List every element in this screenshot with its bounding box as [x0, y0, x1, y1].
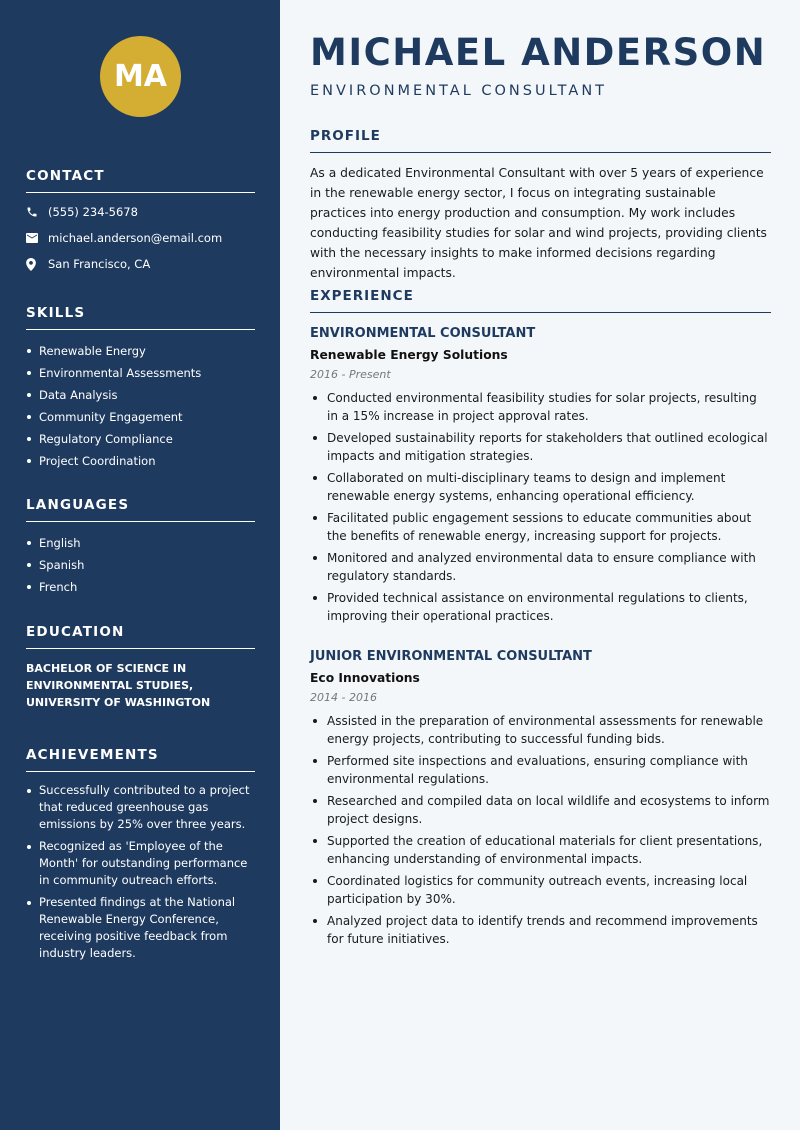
- avatar-initials: MA: [113, 59, 168, 94]
- contact-email: [26, 225, 255, 251]
- job-title: JUNIOR ENVIRONMENTAL CONSULTANT: [310, 649, 592, 664]
- job-bullet: Provided technical assistance on environmental regulations to clients, improving their operational practices.: [310, 589, 771, 625]
- skill-item: Renewable Energy: [26, 340, 255, 362]
- languages-list: [26, 532, 255, 598]
- contact-location: [26, 251, 255, 277]
- education-section: [26, 624, 255, 711]
- profile-heading: PROFILE: [310, 128, 771, 153]
- job-bullet: Researched and compiled data on local wildlife and ecosystems to inform project designs.: [310, 792, 771, 828]
- location-pin-icon: [26, 258, 48, 271]
- skills-section: [26, 305, 255, 472]
- job-bullet: Coordinated logistics for community outreach events, increasing local participation by 30%.: [310, 872, 771, 908]
- job-dates: 2016 - Present: [310, 368, 391, 381]
- skill-item: Environmental Assessments: [26, 362, 255, 384]
- job-bullet: Monitored and analyzed environmental data to ensure compliance with regulatory standards.: [310, 549, 771, 585]
- skill-item: Data Analysis: [26, 384, 255, 406]
- contact-phone-text: (555) 234-5678: [48, 205, 138, 219]
- contact-phone: [26, 199, 255, 225]
- contact-location-text: San Francisco, CA: [48, 257, 151, 271]
- job-entry: [310, 326, 771, 629]
- skill-item: Community Engagement: [26, 406, 255, 428]
- job-bullet: Facilitated public engagement sessions to educate communities about the benefits of renewable energy, increasing support for projects.: [310, 509, 771, 545]
- job-bullet: Collaborated on multi-disciplinary teams to design and implement renewable energy systems, enhancing operational efficiency.: [310, 469, 771, 505]
- skills-list: [26, 340, 255, 472]
- contact-email-text: michael.anderson@email.com: [48, 231, 223, 245]
- profile-text: As a dedicated Environmental Consultant with over 5 years of experience in the renewable energy sector, I focus on integrating sustainable practices into energy production and consumption. My work includes conducting feasibility studies for solar and wind projects, providing clients with the necessary insights to make informed decisions regarding environmental impacts.: [310, 166, 767, 280]
- email-icon: [26, 233, 48, 243]
- job-bullet: Developed sustainability reports for stakeholders that outlined ecological impacts and mitigation strategies.: [310, 429, 771, 465]
- job-bullet: Conducted environmental feasibility studies for solar projects, resulting in a 15% increase in project approval rates.: [310, 389, 771, 425]
- job-bullets: [310, 712, 771, 948]
- candidate-name: MICHAEL ANDERSON: [310, 31, 767, 74]
- achievements-section: [26, 747, 255, 967]
- language-item: French: [26, 576, 255, 598]
- experience-heading: EXPERIENCE: [310, 288, 771, 313]
- language-item: English: [26, 532, 255, 554]
- job-bullets: [310, 389, 771, 625]
- job-company: Renewable Energy Solutions: [310, 348, 508, 362]
- contact-heading: CONTACT: [26, 168, 255, 193]
- achievement-item: Successfully contributed to a project that reduced greenhouse gas emissions by 25% over three years.: [26, 782, 255, 833]
- phone-icon: [26, 206, 48, 218]
- achievement-item: Recognized as 'Employee of the Month' for outstanding performance in community outreach efforts.: [26, 838, 255, 889]
- job-bullet: Supported the creation of educational materials for client presentations, enhancing understanding of environmental impacts.: [310, 832, 771, 868]
- job-title: ENVIRONMENTAL CONSULTANT: [310, 326, 536, 341]
- languages-section: [26, 497, 255, 598]
- job-bullet: Performed site inspections and evaluations, ensuring compliance with environmental regulations.: [310, 752, 771, 788]
- education-heading: EDUCATION: [26, 624, 255, 649]
- job-entry: [310, 649, 771, 952]
- language-item: Spanish: [26, 554, 255, 576]
- achievements-heading: ACHIEVEMENTS: [26, 747, 255, 772]
- job-bullet: Analyzed project data to identify trends and recommend improvements for future initiatives.: [310, 912, 771, 948]
- job-company: Eco Innovations: [310, 671, 420, 685]
- achievements-list: [26, 782, 255, 962]
- job-bullet: Assisted in the preparation of environmental assessments for renewable energy projects, contributing to successful funding bids.: [310, 712, 771, 748]
- skill-item: Project Coordination: [26, 450, 255, 472]
- languages-heading: LANGUAGES: [26, 497, 255, 522]
- education-degree: BACHELOR OF SCIENCE IN ENVIRONMENTAL STUDIES, UNIVERSITY OF WASHINGTON: [26, 662, 211, 709]
- skills-heading: SKILLS: [26, 305, 255, 330]
- sidebar: [0, 0, 280, 1130]
- achievement-item: Presented findings at the National Renewable Energy Conference, receiving positive feedback from industry leaders.: [26, 894, 255, 962]
- job-dates: 2014 - 2016: [310, 691, 377, 704]
- candidate-title: ENVIRONMENTAL CONSULTANT: [310, 83, 608, 99]
- avatar: [100, 36, 181, 117]
- skill-item: Regulatory Compliance: [26, 428, 255, 450]
- contact-section: [26, 168, 255, 277]
